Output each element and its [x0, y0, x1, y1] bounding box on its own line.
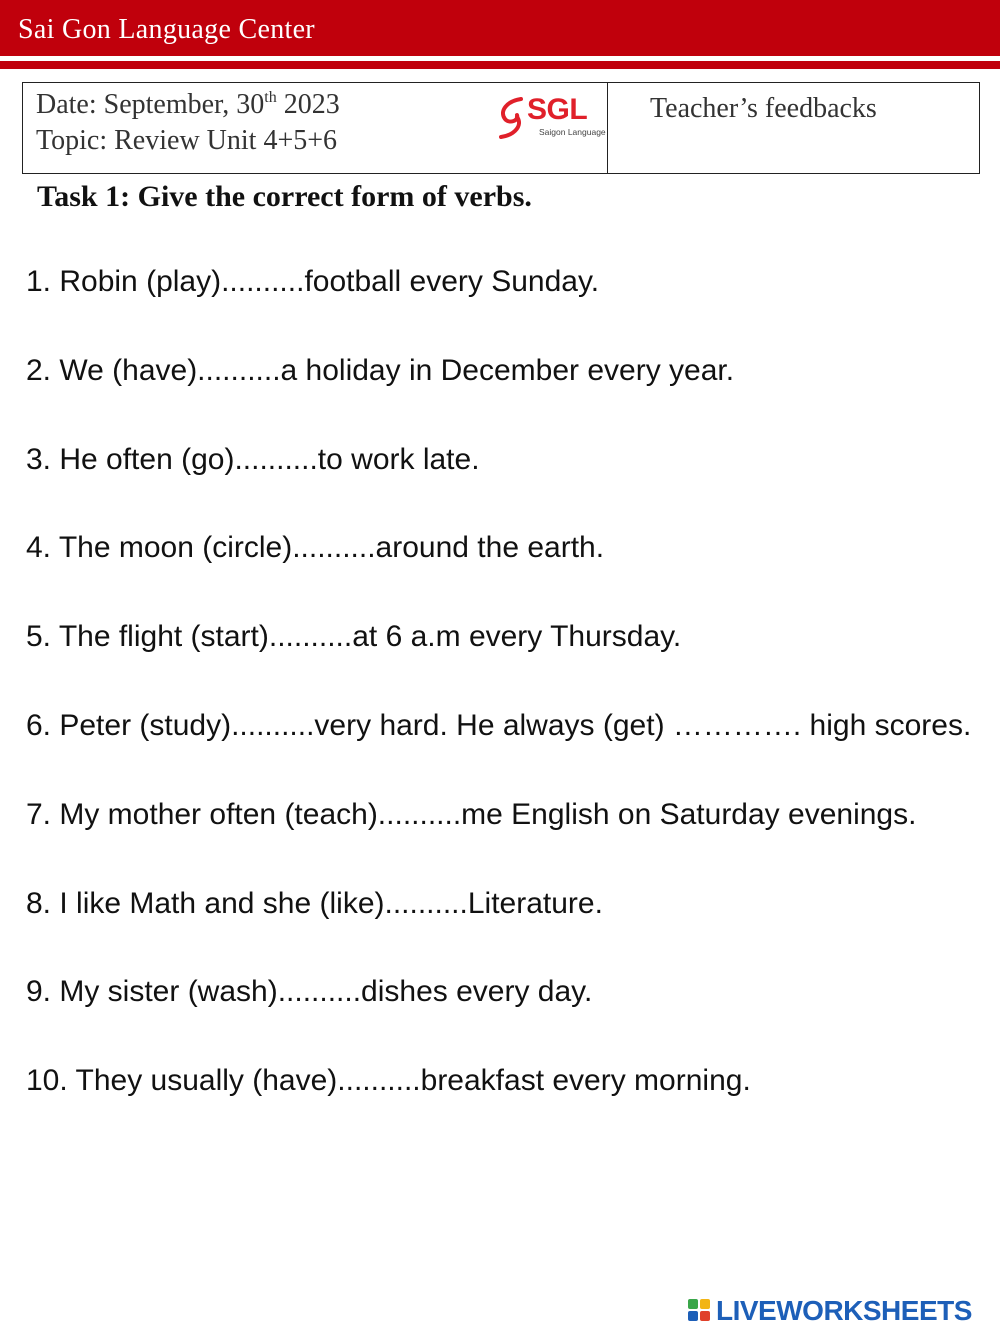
exercise-item: 3. He often (go)..........to work late. — [26, 442, 480, 476]
info-left-cell — [23, 83, 608, 173]
teacher-feedback-label: Teacher’s feedbacks — [650, 93, 877, 124]
swirl-icon — [493, 93, 529, 143]
exercise-item: 5. The flight (start)..........at 6 a.m every Thursday. — [26, 620, 682, 654]
exercise-item: 9. My sister (wash)..........dishes every day. — [26, 975, 593, 1009]
watermark-text: LIVEWORKSHEETS — [716, 1295, 972, 1326]
header-rule — [0, 61, 1000, 69]
sgl-logo — [493, 93, 608, 143]
logo-subtext: Saigon Language — [539, 127, 606, 137]
liveworksheets-icon — [688, 1299, 712, 1321]
exercise-item: 10. They usually (have)..........breakfast every morning. — [26, 1064, 751, 1098]
date-line — [36, 89, 340, 121]
header-title: Sai Gon Language Center — [18, 14, 315, 45]
exercise-item: 4. The moon (circle)..........around the earth. — [26, 531, 605, 565]
header-bar — [0, 0, 1000, 56]
task-heading: Task 1: Give the correct form of verbs. — [37, 180, 532, 213]
exercise-item: 7. My mother often (teach)..........me English on Saturday evenings. — [26, 797, 917, 831]
exercise-item: 6. Peter (study)..........very hard. He always (get) …………. high scores. — [26, 708, 972, 742]
date-prefix: Date: September, 30 — [36, 89, 265, 120]
exercise-item: 1. Robin (play)..........football every Sunday. — [26, 265, 600, 298]
logo-text: SGL — [527, 93, 588, 126]
exercise-item: 2. We (have)..........a holiday in December every year. — [26, 353, 735, 387]
info-table — [22, 82, 980, 174]
exercise-item: 8. I like Math and she (like)..........Literature. — [26, 886, 603, 920]
liveworksheets-watermark — [688, 1295, 988, 1325]
date-suffix: th — [264, 89, 277, 106]
topic-line: Topic: Review Unit 4+5+6 — [36, 125, 338, 156]
exercise-list — [26, 238, 974, 1126]
date-year: 2023 — [276, 89, 340, 120]
